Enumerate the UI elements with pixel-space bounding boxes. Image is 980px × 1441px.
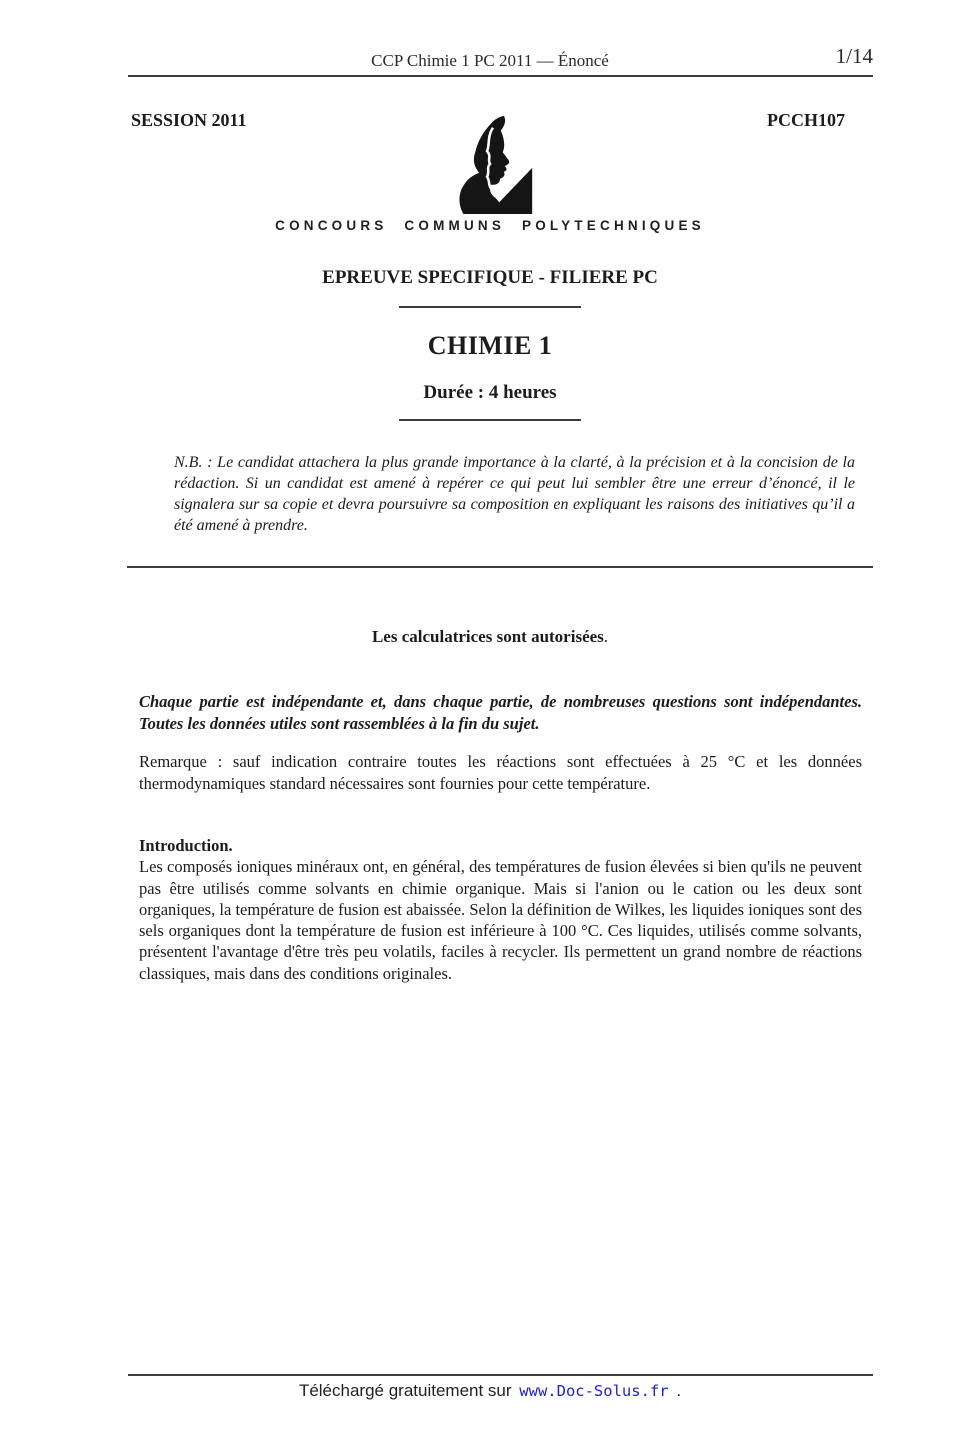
ccp-logo (0, 112, 980, 233)
introduction-section (139, 835, 862, 984)
paper-code: PCCH107 (767, 110, 845, 130)
footer-prefix: Téléchargé gratuitement sur (298, 1381, 512, 1400)
calculators-period: . (603, 627, 609, 646)
footer-note (0, 1381, 980, 1401)
face-profile-logo-icon (431, 112, 549, 215)
subject-title: CHIMIE 1 (427, 331, 553, 360)
calculators-notice (0, 627, 980, 647)
running-header-title: CCP Chimie 1 PC 2011 — Énoncé (371, 51, 609, 70)
introduction-heading: Introduction. (139, 836, 233, 855)
introduction-paragraph: Les composés ioniques minéraux ont, en général, des températures de fusion élevées si bien qu'ils ne peuvent pas être utilisés comme solvants en chimie organique. Mais si l'anion ou le cation ou les deux sont organiques, la température de fusion est abaissée. Selon la définition de Wilkes, les liquides ioniques sont des sels organiques dont la température de fusion est inférieure à 100 °C. Ces liquides, utilisés comme solvants, présentent l'avantage d'être très peu volatils, faciles à recycler. Ils permettent un grand nombre de réactions classiques, mais dans des conditions originales. (139, 857, 862, 983)
exam-line: EPREUVE SPECIFIQUE - FILIERE PC (322, 267, 658, 288)
independence-notice: Chaque partie est indépendante et, dans chaque partie, de nombreuses questions sont indépendantes. Toutes les données utiles sont rassemblées à la fin du sujet. (139, 692, 862, 733)
header-divider (128, 75, 873, 77)
page-number: 1/14 (835, 44, 873, 68)
divider-short-top (399, 306, 581, 308)
doc-solus-link[interactable]: www.Doc-Solus.fr (519, 1382, 669, 1400)
duration-line: Durée : 4 heures (423, 382, 557, 403)
footer-suffix: . (676, 1381, 682, 1400)
session-label: SESSION 2011 (131, 110, 247, 130)
section-divider (127, 566, 873, 568)
remark-paragraph: Remarque : sauf indication contraire toutes les réactions sont effectuées à 25 °C et les données thermodynamiques standard nécessaires sont fournies pour cette température. (139, 752, 862, 793)
footer-divider (128, 1374, 873, 1376)
logo-caption: CONCOURS COMMUNS POLYTECHNIQUES (275, 218, 705, 233)
nb-notice: N.B. : Le candidat attachera la plus grande importance à la clarté, à la précision et à la concision de la rédaction. Si un candidat est amené à repérer ce qui peut lui sembler être une erreur d’énoncé, il le signalera sur sa copie et devra poursuivre sa composition en expliquant les raisons des initiatives qu’il a été amené à prendre. (174, 454, 855, 534)
divider-short-bottom (399, 419, 581, 421)
calculators-text: Les calculatrices sont autorisées (371, 627, 604, 646)
